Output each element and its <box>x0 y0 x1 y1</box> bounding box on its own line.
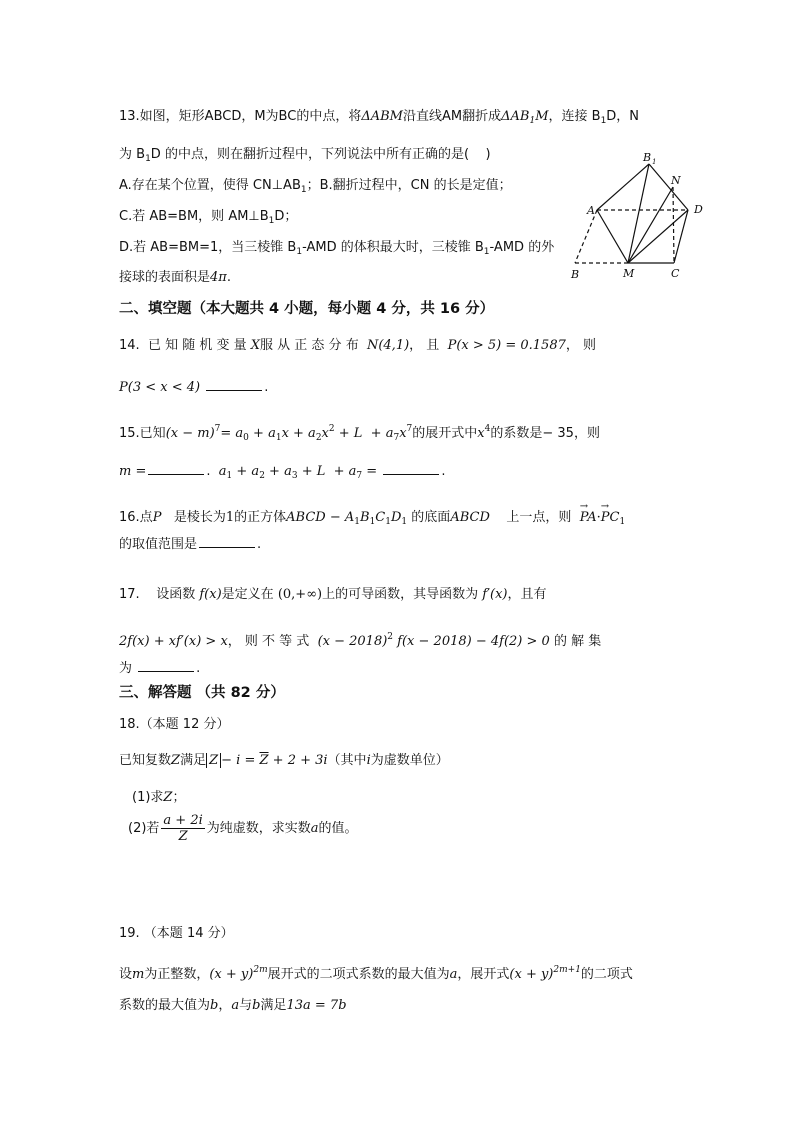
label-m: M <box>623 267 635 280</box>
edge-n-m <box>628 187 673 263</box>
text: 15.已知 <box>119 426 166 441</box>
math: x <box>399 426 407 441</box>
math: x <box>477 426 485 441</box>
edge-n-c <box>673 187 674 263</box>
q18-stem <box>119 752 449 770</box>
text: C.若 AB=BM，则 AM⊥B <box>119 209 269 224</box>
label-c: C <box>671 267 680 280</box>
label-d: D <box>694 203 703 216</box>
math: a <box>231 998 240 1013</box>
text: ， 则 <box>565 338 597 353</box>
q13-line2 <box>119 146 491 168</box>
subscript: 1 <box>226 471 233 481</box>
subscript: 1 <box>369 517 376 527</box>
subscript: 1 <box>483 247 490 257</box>
text: 为 <box>119 661 133 676</box>
math: (x + y) <box>209 967 254 982</box>
math: X <box>250 338 261 353</box>
text: 是棱长为 <box>173 510 226 525</box>
subscript: 0 <box>243 433 249 443</box>
math: b <box>252 998 261 1013</box>
subscript: 1 <box>300 185 307 195</box>
math: a <box>449 967 458 982</box>
superscript: 2 <box>328 424 335 434</box>
text: 满足 <box>260 998 287 1013</box>
math: m = <box>119 464 147 479</box>
q13-option-d <box>119 239 554 261</box>
text: ，且有 <box>507 587 547 602</box>
superscript: 2m+1 <box>553 965 581 975</box>
math: b <box>210 998 219 1013</box>
text: ， <box>218 998 232 1013</box>
math: B <box>360 510 370 525</box>
denominator: Z <box>178 829 188 844</box>
math: ABCD − A <box>286 510 355 525</box>
subscript: 3 <box>291 471 298 481</box>
text: -AMD 的外 <box>489 240 555 255</box>
answer-blank <box>206 378 262 391</box>
subscript: 1 <box>529 116 536 126</box>
text: ，则 <box>573 426 600 441</box>
text: -AMD 的体积最大时，三棱锥 B <box>302 240 484 255</box>
math: f′(x) <box>482 587 508 602</box>
math: 2f(x) + xf′(x) > x <box>119 634 228 649</box>
math-conj-z: $\overline{Z}$ <box>259 753 269 768</box>
math: P(3 < x < 4) <box>119 380 201 395</box>
text: ，展开式 <box>457 967 510 982</box>
text: 的值。 <box>318 821 358 836</box>
text: 设 <box>119 967 133 982</box>
q13-line1 <box>119 108 639 130</box>
math: x + a <box>281 426 316 441</box>
text: ， 且 <box>409 338 440 353</box>
superscript: 7 <box>406 424 413 434</box>
text: 的正方体 <box>234 510 287 525</box>
math: + L + a <box>297 464 357 479</box>
q16-line1 <box>119 509 625 531</box>
label-b1: B <box>643 151 652 164</box>
superscript: 2 <box>387 632 394 642</box>
superscript: 2m <box>253 965 268 975</box>
dot: · <box>596 510 601 525</box>
math: + a <box>264 464 292 479</box>
subscript: 1 <box>268 216 275 226</box>
subscript: 1 <box>296 247 303 257</box>
q17-line3 <box>119 659 200 678</box>
q13-option-a-b <box>119 177 512 199</box>
text: 的 解 集 <box>553 634 602 649</box>
text: ) <box>485 147 491 162</box>
answer-blank <box>199 535 255 548</box>
text: ， 则 不 等 式 <box>227 634 310 649</box>
number: 1 <box>225 510 235 525</box>
math: a <box>218 464 227 479</box>
text: . <box>264 380 269 395</box>
label-a: A <box>587 204 595 217</box>
subscript: 1 <box>619 517 626 527</box>
text: 展开式的二项式系数的最大值为 <box>267 967 450 982</box>
subscript: 1 <box>275 433 282 443</box>
math: C <box>375 510 386 525</box>
text: （其中 <box>327 753 367 768</box>
answer-blank-sum <box>383 462 439 475</box>
subscript: 2 <box>259 471 265 481</box>
math: Z <box>171 753 181 768</box>
subscript: 1 <box>354 517 360 527</box>
text: 为正整数， <box>144 967 210 982</box>
math: D <box>390 510 402 525</box>
edge-a-b <box>575 210 597 263</box>
math: = <box>362 464 378 479</box>
text: 上的可导函数，其导函数为 <box>322 587 479 602</box>
text: − 35 <box>542 426 574 441</box>
math: (x − 2018) <box>317 634 388 649</box>
answer-space <box>469 147 486 162</box>
text: 设函数 <box>156 587 196 602</box>
q13-option-c <box>119 208 297 230</box>
subscript: 2 <box>315 433 322 443</box>
text: 为虚数单位） <box>370 753 449 768</box>
math: 13a = 7b <box>286 998 347 1013</box>
numerator: a + 2i <box>163 813 203 828</box>
text: A.存在某个位置，使得 CN⊥AB <box>119 178 301 193</box>
text: 已知复数 <box>119 753 172 768</box>
math: (x − m) <box>165 426 215 441</box>
label-b: B <box>571 268 580 281</box>
text: D； <box>274 209 298 224</box>
math: N(4,1) <box>366 338 410 353</box>
text: . <box>196 661 201 676</box>
subscript: 1 <box>385 517 391 527</box>
superscript: 7 <box>214 424 221 434</box>
math: = a <box>220 426 244 441</box>
vector-pc1: → PC <box>601 509 620 527</box>
text: 是定义在 <box>221 587 274 602</box>
text: 17. <box>119 587 140 602</box>
edge-b1-m <box>628 164 649 263</box>
edge-b1-d <box>649 164 688 210</box>
math: − i = <box>221 753 256 768</box>
text: ；B.翻折过程中，CN 的长是定值； <box>306 178 512 193</box>
answer-blank <box>138 659 194 672</box>
text: 满足 <box>180 753 207 768</box>
math: + 2 + 3i <box>268 753 328 768</box>
q18-part2 <box>128 812 358 846</box>
text: . <box>206 464 211 479</box>
text: 的底面 <box>411 510 451 525</box>
q15-line2 <box>119 462 445 485</box>
label-n: N <box>671 174 681 187</box>
edge-c-d <box>674 210 688 263</box>
math: ABCD <box>450 510 490 525</box>
q15-line1 <box>119 420 600 447</box>
text: 沿直线AM翻折成 <box>402 109 502 124</box>
math-triangle-ab1m: ΔAB <box>501 109 530 124</box>
math: f(x) <box>199 587 222 602</box>
q18-part1 <box>132 789 185 807</box>
text: 服 从 正 态 分 布 <box>260 338 359 353</box>
fraction <box>161 813 204 844</box>
text: D 的中点，则在翻折过程中，下列说法中所有正确的是( <box>150 147 470 162</box>
q16-line2 <box>119 535 261 554</box>
subscript: 1 <box>401 517 408 527</box>
q17-line1 <box>119 586 547 604</box>
text: 14. <box>119 338 140 353</box>
section-heading-solutions: 三、解答题 （共 82 分） <box>119 685 285 701</box>
text: ； <box>172 790 186 805</box>
math: P(x > 5) = 0.1587 <box>447 338 566 353</box>
math-abs-z: Z <box>206 753 221 768</box>
text: 为 B <box>119 147 146 162</box>
answer-blank-m <box>148 462 204 475</box>
text: 的取值范围是 <box>119 537 198 552</box>
label-b1-sub: 1 <box>652 158 657 166</box>
text: 16.点 <box>119 510 153 525</box>
text: (2)若 <box>128 821 160 836</box>
text: 的展开式中 <box>412 426 478 441</box>
q14-line1 <box>119 337 596 355</box>
text: 13.如图，矩形ABCD，M为BC的中点，将 <box>119 109 362 124</box>
math-triangle-abm: ΔABM <box>361 109 403 124</box>
math: x <box>321 426 329 441</box>
math: Z <box>163 790 173 805</box>
q18-title: 18.（本题 12 分） <box>119 717 230 732</box>
math: 4π <box>210 270 227 285</box>
subscript: 7 <box>356 471 363 481</box>
text: D，N <box>606 109 640 124</box>
math: (x + y) <box>509 967 554 982</box>
q19-title: 19. （本题 14 分） <box>119 926 234 941</box>
math: (0,+∞) <box>277 587 323 602</box>
math: M <box>535 109 549 124</box>
text: 与 <box>239 998 253 1013</box>
text: . <box>226 270 231 285</box>
subscript: 1 <box>145 154 151 164</box>
subscript: 1 <box>600 116 607 126</box>
math: m <box>132 967 145 982</box>
text: 上一点，则 <box>506 510 572 525</box>
math: i <box>366 753 371 768</box>
q14-line2 <box>119 378 268 397</box>
text: . <box>257 537 262 552</box>
q17-line2 <box>119 628 601 651</box>
text: 已 知 随 机 变 量 <box>147 338 247 353</box>
text: ，连接 B <box>548 109 601 124</box>
text: (1)求 <box>132 790 164 805</box>
math: f(x − 2018) − 4f(2) > 0 <box>397 634 550 649</box>
math: + a <box>232 464 260 479</box>
math: + L + a <box>334 426 394 441</box>
math: P <box>152 510 162 525</box>
text: 为纯虚数，求实数 <box>206 821 311 836</box>
text: D.若 AB=BM=1，当三棱锥 B <box>119 240 297 255</box>
subscript: 7 <box>393 433 400 443</box>
superscript: 4 <box>484 424 491 434</box>
text: 接球的表面积是 <box>119 270 211 285</box>
text: 的二项式 <box>580 967 633 982</box>
math: + a <box>248 426 276 441</box>
math: a <box>310 821 319 836</box>
text: . <box>441 464 446 479</box>
text: 系数的最大值为 <box>119 998 211 1013</box>
q19-line1 <box>119 961 633 984</box>
edge-a-m <box>597 210 628 263</box>
q19-line2 <box>119 997 347 1015</box>
geometry-figure <box>560 150 720 290</box>
text: 的系数是 <box>490 426 543 441</box>
vector-pa: → PA <box>580 509 597 527</box>
section-heading-fill-in: 二、填空题（本大题共 4 小题，每小题 4 分，共 16 分） <box>119 301 495 317</box>
q13-option-d-cont <box>119 269 231 287</box>
